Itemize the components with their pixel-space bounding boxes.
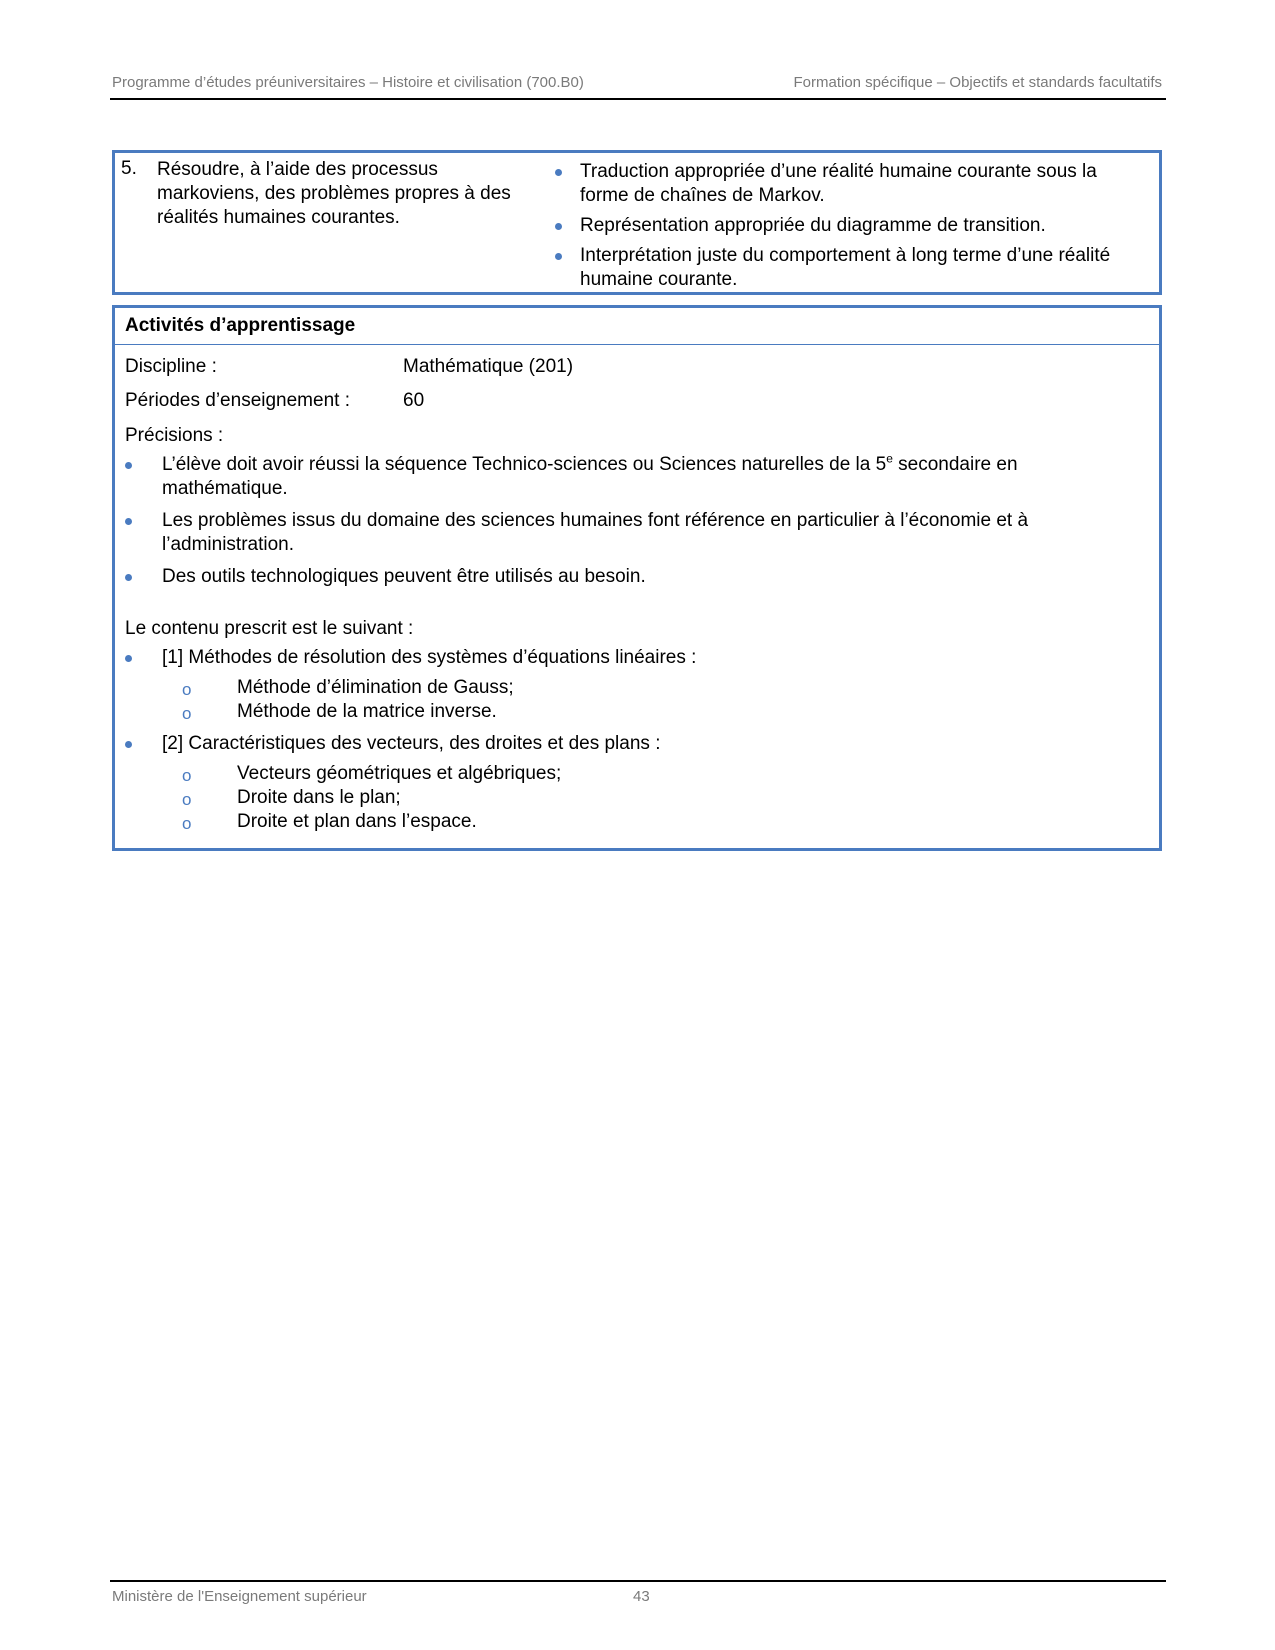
standard-item: Interprétation juste du comportement à long terme d’une réalité humaine courante.: [555, 244, 1145, 292]
activities-box: [112, 305, 1162, 851]
page-footer: [110, 1580, 1166, 1612]
content-intro: Le contenu prescrit est le suivant :: [125, 618, 414, 639]
page-header: [110, 74, 1166, 100]
bullet-icon: [125, 741, 132, 748]
bullet-icon: [125, 518, 132, 525]
content-subitem: o Droite dans le plan;: [182, 787, 401, 809]
header-program-title: Programme d’études préuniversitaires – Histoire et civilisation (700.B0): [112, 74, 584, 91]
precisions-label: Précisions :: [125, 425, 224, 446]
content-subitem: o Vecteurs géométriques et algébriques;: [182, 763, 562, 785]
activities-header: [115, 308, 1159, 345]
periods-label: Périodes d’enseignement :: [125, 390, 350, 411]
objective-box: [112, 150, 1162, 295]
content-subitems: [162, 762, 1135, 834]
discipline-value: Mathématique (201): [403, 356, 574, 377]
circle-bullet-icon: o: [182, 814, 192, 833]
standards-list: [555, 160, 1145, 298]
content-item-label: [1] Méthodes de résolution des systèmes d’équations linéaires :: [162, 647, 697, 668]
bullet-icon: [555, 253, 562, 260]
precision-item: Les problèmes issus du domaine des sciences humaines font référence en particulier à l’économie et à l’administration.: [125, 509, 1135, 557]
standard-item: Traduction appropriée d’une réalité humaine courante sous la forme de chaînes de Markov.: [555, 160, 1145, 208]
objective-number: 5.: [121, 158, 137, 179]
content-item-label: [2] Caractéristiques des vecteurs, des droites et des plans :: [162, 733, 661, 754]
bullet-icon: [555, 223, 562, 230]
objective-text: Résoudre, à l’aide des processus markoviens, des problèmes propres à des réalités humaines courantes.: [157, 159, 511, 228]
bullet-icon: [125, 655, 132, 662]
bullet-icon: [125, 462, 132, 469]
content-subitems: [162, 676, 1135, 724]
circle-bullet-icon: o: [182, 680, 192, 699]
footer-ministry: Ministère de l'Enseignement supérieur: [112, 1588, 367, 1605]
page-number: 43: [633, 1588, 650, 1605]
precisions-list: [125, 453, 1135, 597]
content-item: [125, 732, 1135, 834]
content-item: [125, 646, 1135, 724]
header-section-title: Formation spécifique – Objectifs et standards facultatifs: [793, 74, 1162, 91]
bullet-icon: [125, 574, 132, 581]
content-subitem: o Méthode d’élimination de Gauss;: [182, 677, 514, 699]
content-list: [125, 646, 1135, 842]
standard-item: Représentation appropriée du diagramme de transition.: [555, 214, 1145, 238]
discipline-label: Discipline :: [125, 356, 217, 377]
precision-item: L’élève doit avoir réussi la séquence Technico-sciences ou Sciences naturelles de la 5e secondaire en mathématique.: [125, 453, 1135, 501]
content-subitem: o Droite et plan dans l’espace.: [182, 811, 477, 833]
circle-bullet-icon: o: [182, 704, 192, 723]
bullet-icon: [555, 169, 562, 176]
circle-bullet-icon: o: [182, 790, 192, 809]
periods-value: 60: [403, 390, 425, 411]
circle-bullet-icon: o: [182, 766, 192, 785]
precision-item: Des outils technologiques peuvent être utilisés au besoin.: [125, 565, 1135, 589]
content-subitem: o Méthode de la matrice inverse.: [182, 701, 497, 723]
activities-title: Activités d’apprentissage: [125, 315, 356, 336]
